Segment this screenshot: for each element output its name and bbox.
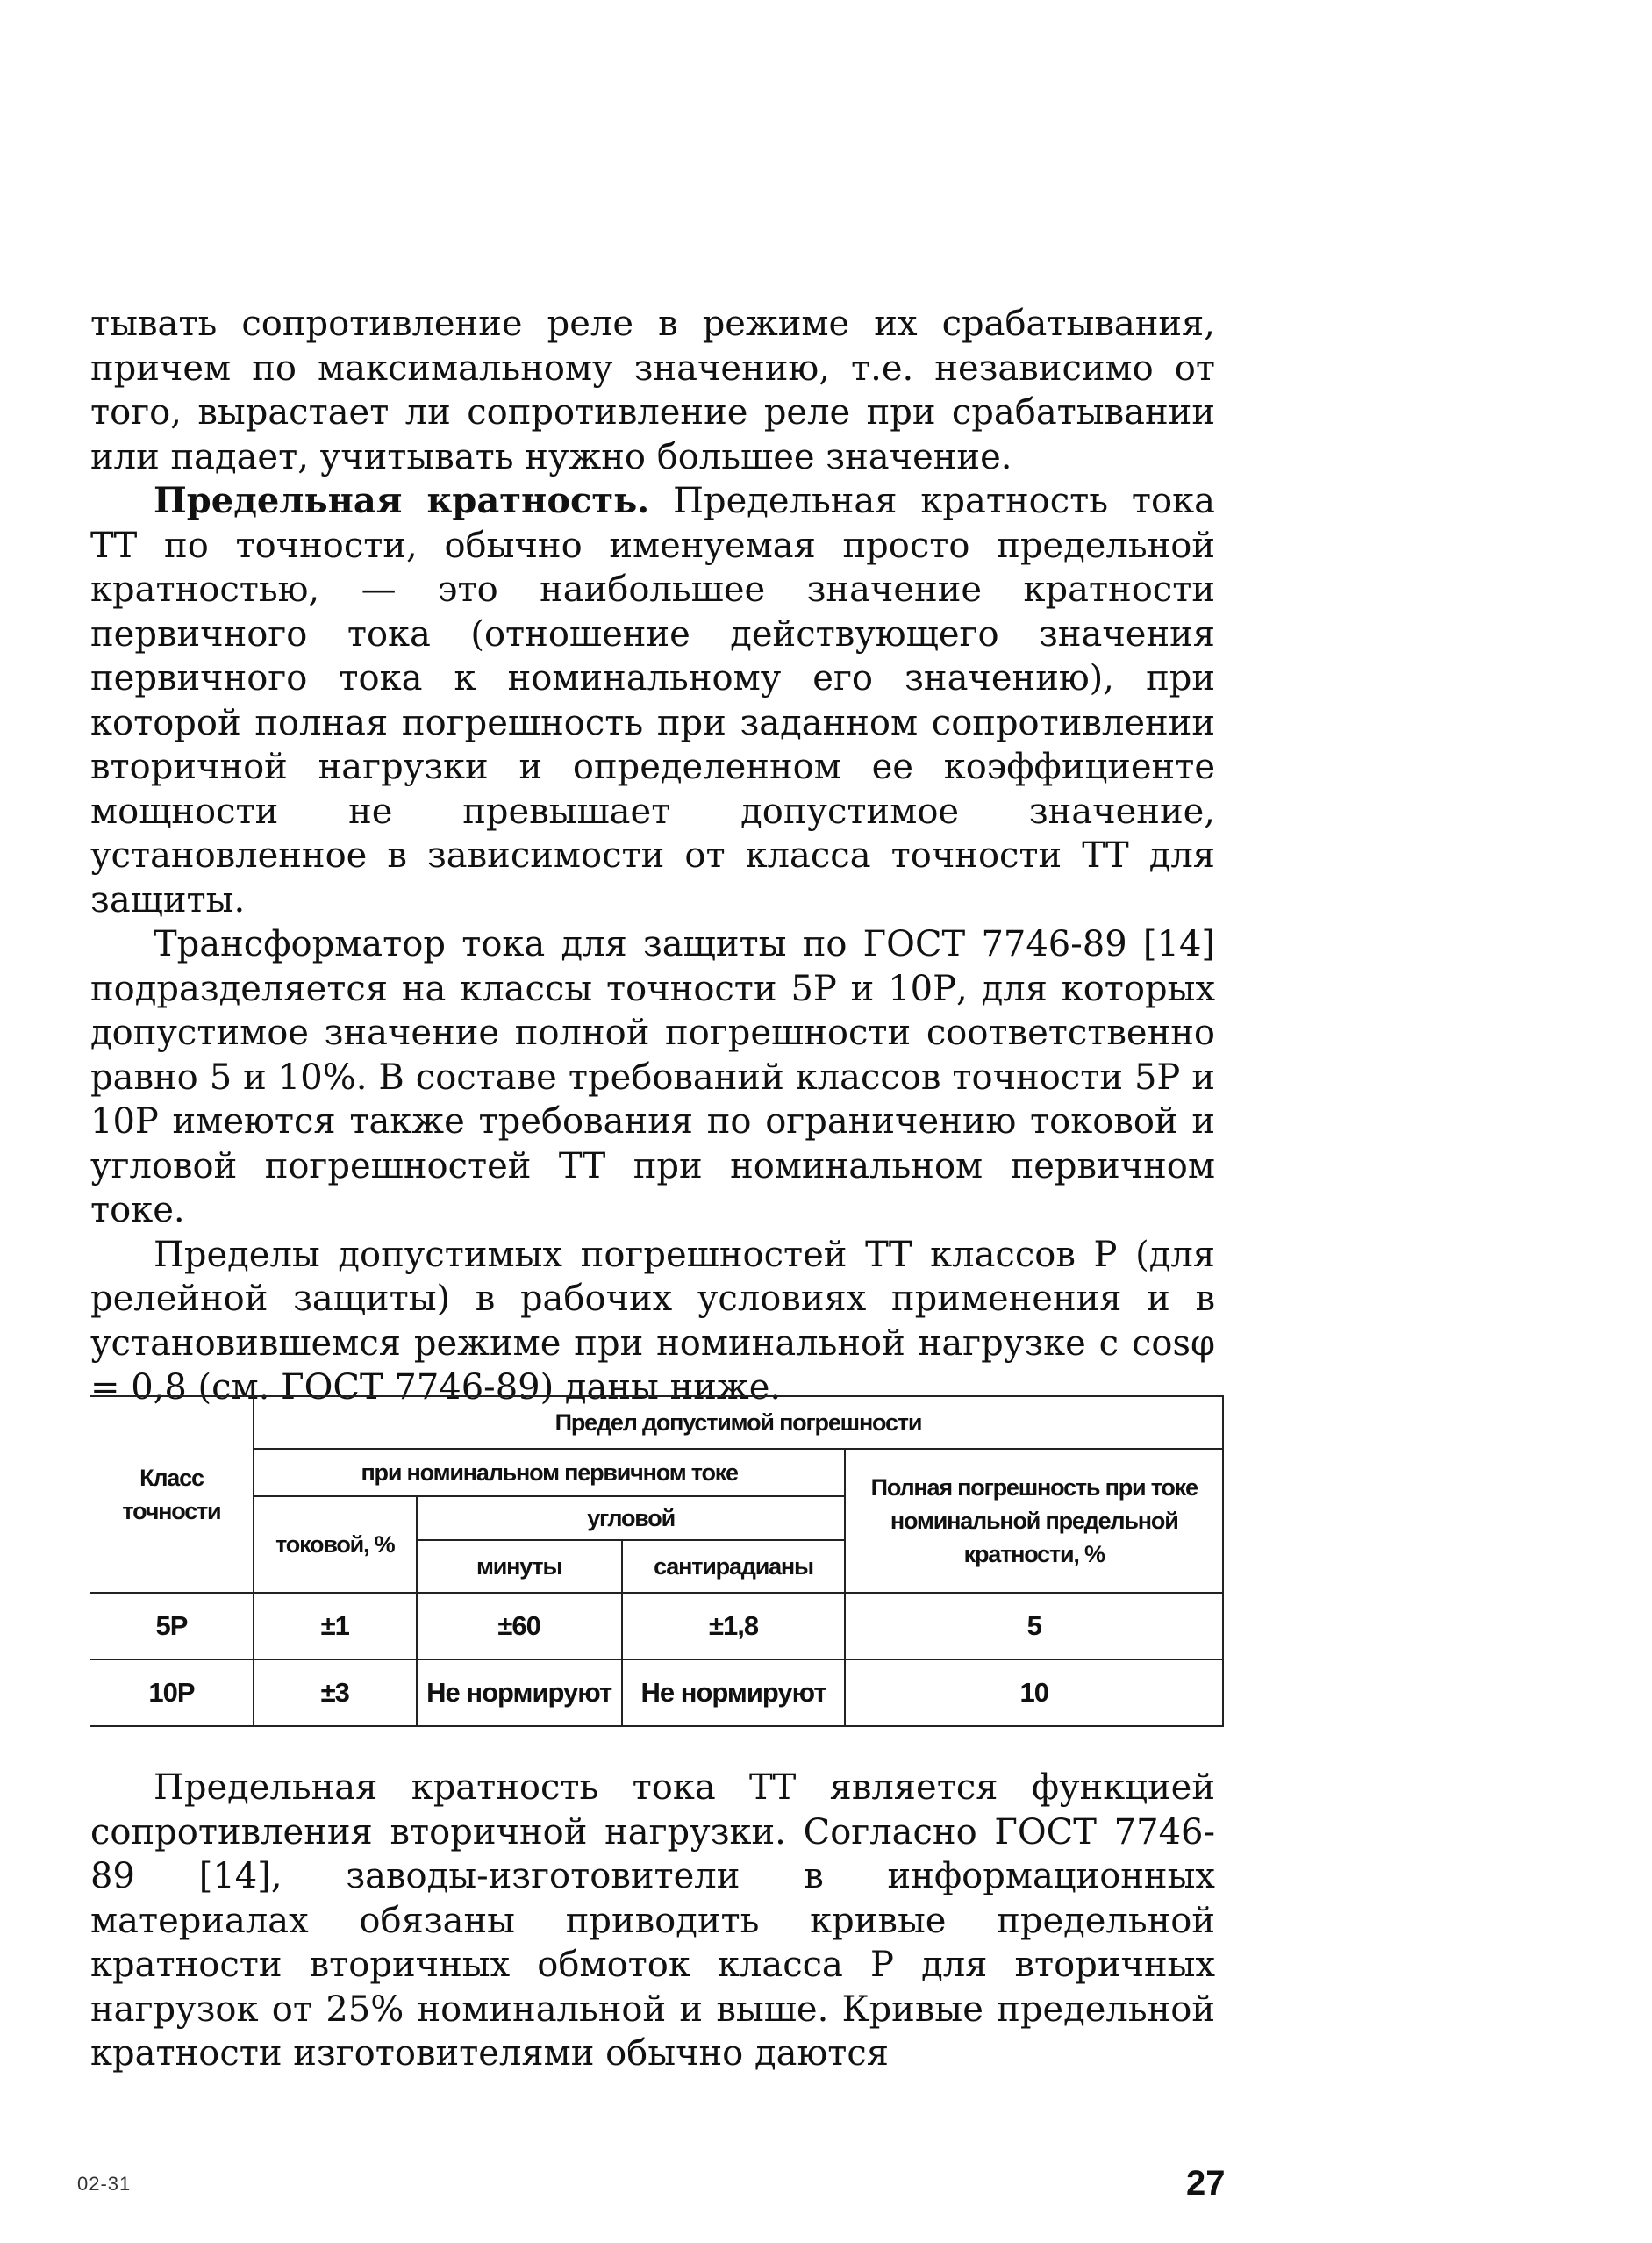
cell-centiradians: ±1,8 (622, 1593, 846, 1659)
cell-class: 5Р (90, 1593, 254, 1659)
paragraph-limit-multiplicity (90, 479, 1215, 922)
header-centiradians: сантирадианы (622, 1540, 846, 1593)
cell-total-error: 10 (845, 1659, 1223, 1726)
paragraph-limit-curves: Предельная кратность тока ТТ является функцией сопротивления вторичной нагрузки. Согласно ГОСТ 7746-89 [14], заводы-изготовители в информационных материалах обязаны приводить кривые предельной кратности вторичных обмоток класса Р для вторичных нагрузок от 25% номинальной и выше. Кривые предельной кратности изготовителями обычно даются (90, 1767, 1215, 2074)
term-heading: Предельная кратность. (154, 480, 650, 521)
cell-total-error: 5 (845, 1593, 1223, 1659)
header-error-limit: Предел допустимой погрешности (254, 1396, 1223, 1449)
table-row (90, 1593, 1223, 1659)
paragraph-continuation: тывать сопротивление реле в режиме их срабатывания, причем по максимальному значению, т.е. независимо от того, вырастает ли сопротивление реле при срабатывании или падает, учитывать нужно большее значение. (90, 304, 1215, 477)
cell-minutes: ±60 (417, 1593, 622, 1659)
header-current-error: токовой, % (254, 1496, 417, 1593)
cell-centiradians: Не нормируют (622, 1659, 846, 1726)
error-limits-table-wrapper (90, 1395, 1224, 1727)
page-number: 27 (1186, 2164, 1226, 2203)
cell-minutes: Не нормируют (417, 1659, 622, 1726)
cell-class: 10Р (90, 1659, 254, 1726)
paragraph-accuracy-classes: Трансформатор тока для защиты по ГОСТ 7746-89 [14] подразделяется на классы точности 5Р и 10Р, для которых допустимое значение полной погрешности соответственно равно 5 и 10%. В составе требований классов точности 5Р и 10Р имеются также требования по ограничению токовой и угловой погрешностей ТТ при номинальном первичном токе. (90, 924, 1215, 1230)
header-angular-error: угловой (417, 1496, 846, 1540)
body-text-top (90, 302, 1215, 1410)
header-at-nominal-current: при номинальном первичном токе (254, 1449, 846, 1496)
header-accuracy-class: Класс точности (90, 1396, 254, 1593)
table-row (90, 1659, 1223, 1726)
header-minutes: минуты (417, 1540, 622, 1593)
paragraph-error-limits: Пределы допустимых погрешностей ТТ классов Р (для релейной защиты) в рабочих условиях применения и в установившемся режиме при номинальной нагрузке с cosφ = 0,8 (см. ГОСТ 7746-89) даны ниже. (90, 1234, 1215, 1408)
cell-current-error: ±3 (254, 1659, 417, 1726)
cell-current-error: ±1 (254, 1593, 417, 1659)
body-text-bottom (90, 1766, 1215, 2076)
term-definition: Предельная кратность тока ТТ по точности, обычно именуемая просто предельной кратностью, — это наибольшее значение кратности первичного тока (отношение действующего значения первичного тока к номинальному его значению), при которой полная погрешность при заданном сопротивлении вторичной нагрузки и определенном ее коэффициенте мощности не превышает допустимое значение, установленное в зависимости от класса точности ТТ для защиты. (90, 481, 1215, 921)
header-total-error: Полная погрешность при токе номинальной предельной кратности, % (845, 1449, 1223, 1593)
footer-print-code: 02-31 (77, 2173, 132, 2195)
error-limits-table (90, 1395, 1224, 1727)
